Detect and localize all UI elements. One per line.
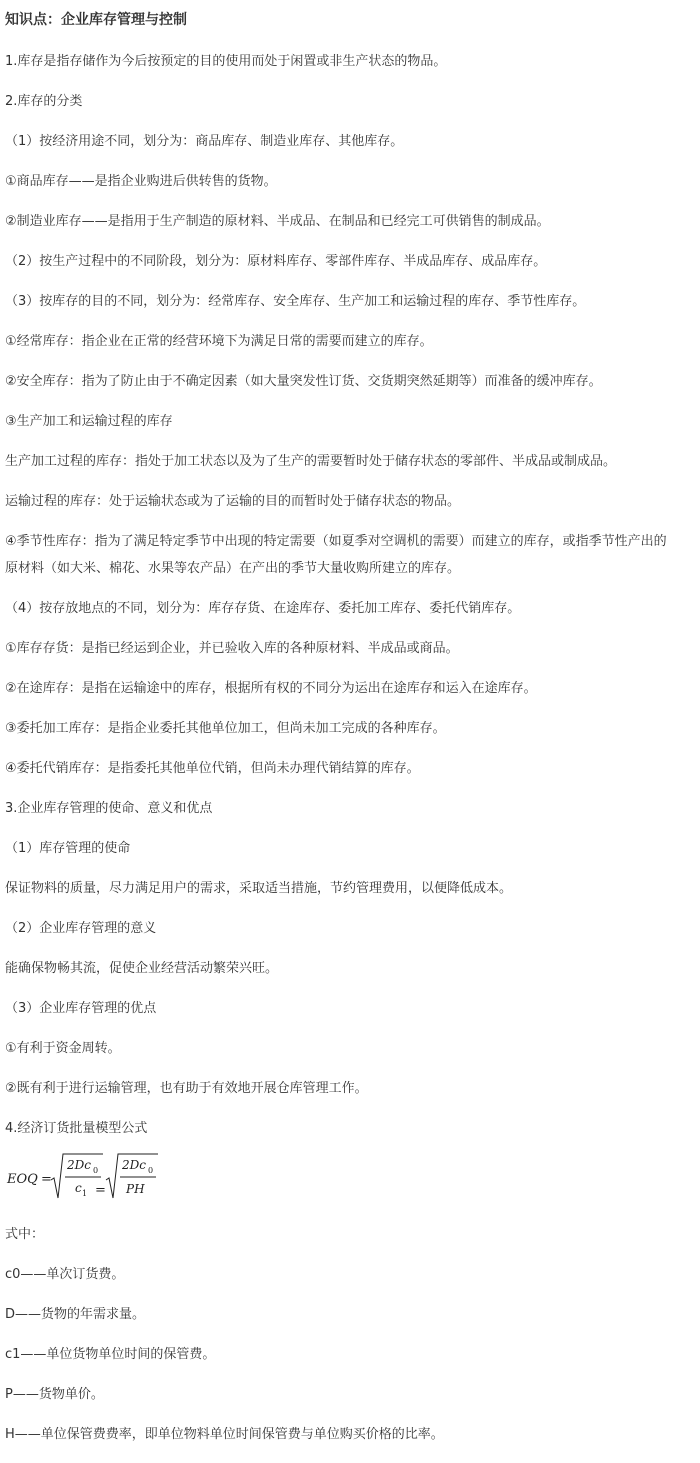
paragraph-commodity-inventory: ①商品库存——是指企业购进后供转售的货物。 xyxy=(5,174,277,189)
paragraph-stock-on-hand: ①库存存货：是指已经运到企业，并已验收入库的各种原材料、半成品或商品。 xyxy=(5,641,459,656)
paragraph-consigned-processing-inventory: ③委托加工库存：是指企业委托其他单位加工，但尚未加工完成的各种库存。 xyxy=(5,721,446,736)
definition-p: P——货物单价。 xyxy=(5,1387,104,1402)
subheading-advantages: （3）企业库存管理的优点 xyxy=(5,1001,157,1016)
paragraph-1: 1.库存是指存储作为今后按预定的目的使用而处于闲置或非生产状态的物品。 xyxy=(5,54,447,69)
paragraph-classification-3: （3）按库存的目的不同，划分为：经常库存、安全库存、生产加工和运输过程的库存、季节性库存。 xyxy=(5,294,586,309)
eoq-formula xyxy=(5,1150,185,1206)
formula-equals-1: = xyxy=(41,1172,52,1187)
paragraph-classification-2: （2）按生产过程中的不同阶段，划分为：原材料库存、零部件库存、半成品库存、成品库存。 xyxy=(5,254,547,269)
definition-d: D——货物的年需求量。 xyxy=(5,1307,146,1322)
definition-h: H——单位保管费费率，即单位物料单位时间保管费与单位购买价格的比率。 xyxy=(5,1427,444,1442)
paragraph-seasonal-inventory: ④季节性库存：指为了满足特定季节中出现的特定需要（如夏季对空调机的需要）而建立的库存，或指季节性产出的 xyxy=(5,534,667,549)
paragraph-mission: 保证物料的质量，尽力满足用户的需求，采取适当措施，节约管理费用，以便降低成本。 xyxy=(5,881,513,896)
section-heading-2: 2.库存的分类 xyxy=(5,94,83,109)
formula-den-2: PH xyxy=(126,1182,145,1196)
paragraph-production-process-inventory: 生产加工过程的库存：指处于加工状态以及为了生产的需要暂时处于储存状态的零部件、半成品或制成品。 xyxy=(5,454,617,469)
paragraph-manufacturing-inventory: ②制造业库存——是指用于生产制造的原材料、半成品、在制品和已经完工可供销售的制成品。 xyxy=(5,214,550,229)
paragraph-classification-4: （4）按存放地点的不同，划分为：库存存货、在途库存、委托加工库存、委托代销库存。 xyxy=(5,601,521,616)
paragraph-classification-1: （1）按经济用途不同，划分为：商品库存、制造业库存、其他库存。 xyxy=(5,134,404,149)
paragraph-regular-inventory: ①经常库存：指企业在正常的经营环境下为满足日常的需要而建立的库存。 xyxy=(5,334,433,349)
paragraph-significance: 能确保物畅其流，促使企业经营活动繁荣兴旺。 xyxy=(5,961,279,976)
formula-num-2-sub: 0 xyxy=(148,1166,154,1175)
formula-den-1-sub: 1 xyxy=(82,1189,88,1198)
paragraph-safety-inventory: ②安全库存：指为了防止由于不确定因素（如大量突发性订货、交货期突然延期等）而准备的缓冲库存。 xyxy=(5,374,602,389)
section-heading-4: 4.经济订货批量模型公式 xyxy=(5,1121,148,1136)
paragraph-advantage-1: ①有利于资金周转。 xyxy=(5,1041,121,1056)
paragraph-where: 式中： xyxy=(5,1227,45,1242)
formula-num-2: 2Dc xyxy=(122,1158,146,1172)
subheading-mission: （1）库存管理的使命 xyxy=(5,841,131,856)
formula-num-1: 2Dc xyxy=(67,1158,91,1172)
document-title: 知识点：企业库存管理与控制 xyxy=(5,12,187,28)
paragraph-consigned-sales-inventory: ④委托代销库存：是指委托其他单位代销，但尚未办理代销结算的库存。 xyxy=(5,761,420,776)
paragraph-transport-inventory: 运输过程的库存：处于运输状态或为了运输的目的而暂时处于储存状态的物品。 xyxy=(5,494,461,509)
paragraph-advantage-2: ②既有利于进行运输管理，也有助于有效地开展仓库管理工作。 xyxy=(5,1081,368,1096)
formula-num-1-sub: 0 xyxy=(93,1166,99,1175)
paragraph-process-inventory-heading: ③生产加工和运输过程的库存 xyxy=(5,414,173,429)
definition-c1: c1——单位货物单位时间的保管费。 xyxy=(5,1347,216,1362)
subheading-significance: （2）企业库存管理的意义 xyxy=(5,921,157,936)
formula-lhs: EOQ xyxy=(7,1172,38,1187)
paragraph-seasonal-inventory-cont: 原材料（如大米、棉花、水果等农产品）在产出的季节大量收购所建立的库存。 xyxy=(5,561,461,576)
definition-c0: c0——单次订货费。 xyxy=(5,1267,125,1282)
formula-equals-2: = xyxy=(95,1183,106,1198)
paragraph-in-transit-inventory: ②在途库存：是指在运输途中的库存，根据所有权的不同分为运出在途库存和运入在途库存。 xyxy=(5,681,537,696)
formula-den-1: c xyxy=(75,1181,82,1195)
section-heading-3: 3.企业库存管理的使命、意义和优点 xyxy=(5,801,213,816)
